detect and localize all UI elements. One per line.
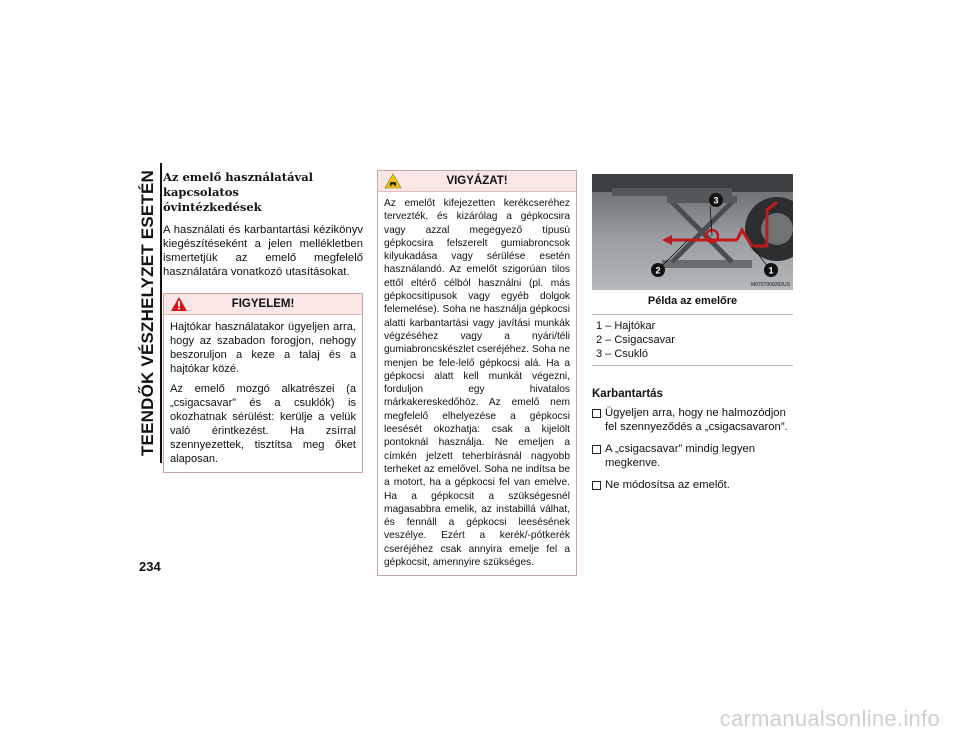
caution-box bbox=[377, 170, 577, 576]
checkbox-bullet-icon bbox=[592, 481, 601, 490]
figure-code: M0707000202US bbox=[751, 282, 790, 288]
section-heading-line1: Az emelő használatával kapcsolatos bbox=[163, 170, 314, 199]
section-heading-line2: óvintézkedések bbox=[163, 200, 262, 214]
legend-item: 3 – Csukló bbox=[596, 348, 648, 360]
warning-triangle-icon bbox=[170, 296, 188, 312]
legend-item: 1 – Hajtókar bbox=[596, 320, 656, 332]
maintenance-heading: Karbantartás bbox=[592, 388, 663, 400]
site-watermark: carmanualsonline.info bbox=[719, 706, 940, 731]
maintenance-item-text: Ügyeljen arra, hogy ne halmozódjon fel szennyeződés a „csigacsavaron”. bbox=[605, 407, 788, 433]
column-middle bbox=[377, 170, 577, 576]
maintenance-item bbox=[592, 406, 793, 434]
jack-illustration bbox=[592, 174, 793, 290]
chapter-title: TEENDŐK VÉSZHELYZET ESETÉN bbox=[138, 169, 157, 457]
figure-legend bbox=[592, 314, 793, 366]
warning-header bbox=[164, 294, 362, 315]
column-right bbox=[592, 174, 793, 500]
section-heading bbox=[163, 170, 363, 215]
maintenance-item bbox=[592, 442, 793, 470]
warning-paragraph: Az emelő mozgó alkatrészei (a „csigacsavar” és a csuklók) is okozhatnak sérülést: kerülje a velük való érintkezést. Ha zsírral szennyezettek, tisztítsa meg őket alaposan. bbox=[170, 383, 356, 465]
warning-title: FIGYELEM! bbox=[231, 298, 295, 310]
checkbox-bullet-icon bbox=[592, 445, 601, 454]
warning-body bbox=[164, 315, 362, 472]
warning-paragraph: Hajtókar használatakor ügyeljen arra, hogy az szabadon forogjon, nehogy beszoruljon a keze a talaj és a hajtókar közé. bbox=[170, 321, 356, 375]
figure-caption: Példa az emelőre bbox=[647, 295, 738, 307]
legend-item: 2 – Csigacsavar bbox=[596, 334, 675, 346]
page-number: 234 bbox=[139, 559, 161, 574]
chapter-divider bbox=[160, 163, 162, 463]
caution-paragraph: Az emelőt kifejezetten kerékcseréhez tervezték, és kizárólag a gépkocsira vagy azzal megegyező típusú gépkocsira felszerelt gumiabroncsok kilyukadása vagy sérülése esetén használandó. Az emelőt szigorúan tilos ettől eltérő célból használni (pl. más gépkocsitípusok vagy egyéb dolgok felemelése). Soha ne használja gépkocsi alatti karbantartási vagy javítási munkák végzéséhez vagy a nyári/téli gumiabroncskészlet cseréjéhez. Soha ne menjen be fele-lelő gépkocsi alá. Ha a gépkocsi alatt kell munkát végezni, forduljon egy hivatalos márkakereskedőhöz. Az emelő nem megfelelő elhelyezése a gépkocsi leesését okozhatja: csak a kijelölt pontoknál használja. Ne emeljen a címkén jelzett teherbírásnál nagyobb terheket az emelővel. Soha ne indítsa be a motort, ha a gépkocsi fel van emelve. Ha a gépkocsit a szükségesnél magasabbra emelik, az instabillá válhat, és fennáll a gépkocsi leesésének veszélye. Ezért a kerék/-pótkerék cseréjéhez csak annyira emelje fel a gépkocsit, amennyire szükséges. bbox=[384, 198, 570, 569]
warning-box bbox=[163, 293, 363, 473]
checkbox-bullet-icon bbox=[592, 409, 601, 418]
intro-paragraph: A használati és karbantartási kézikönyv kiegészítéseként a jelen mellékletben ismertetjük az emelő megfelelő használatára vonatkozó utasításokat. bbox=[163, 224, 363, 278]
maintenance-item-text: A „csigacsavar” mindig legyen megkenve. bbox=[605, 443, 756, 469]
maintenance-item-text: Ne módosítsa az emelőt. bbox=[605, 479, 730, 491]
caution-title: VIGYÁZAT! bbox=[446, 175, 508, 187]
caution-car-icon bbox=[384, 173, 402, 189]
caution-body bbox=[378, 192, 576, 575]
callout-3: 3 bbox=[713, 195, 719, 206]
callout-2: 2 bbox=[655, 265, 661, 276]
jack-photo bbox=[592, 174, 793, 290]
callout-1: 1 bbox=[768, 265, 774, 276]
caution-header bbox=[378, 171, 576, 192]
column-left bbox=[163, 170, 363, 473]
chapter-side-tab bbox=[139, 163, 157, 463]
maintenance-item bbox=[592, 478, 793, 492]
